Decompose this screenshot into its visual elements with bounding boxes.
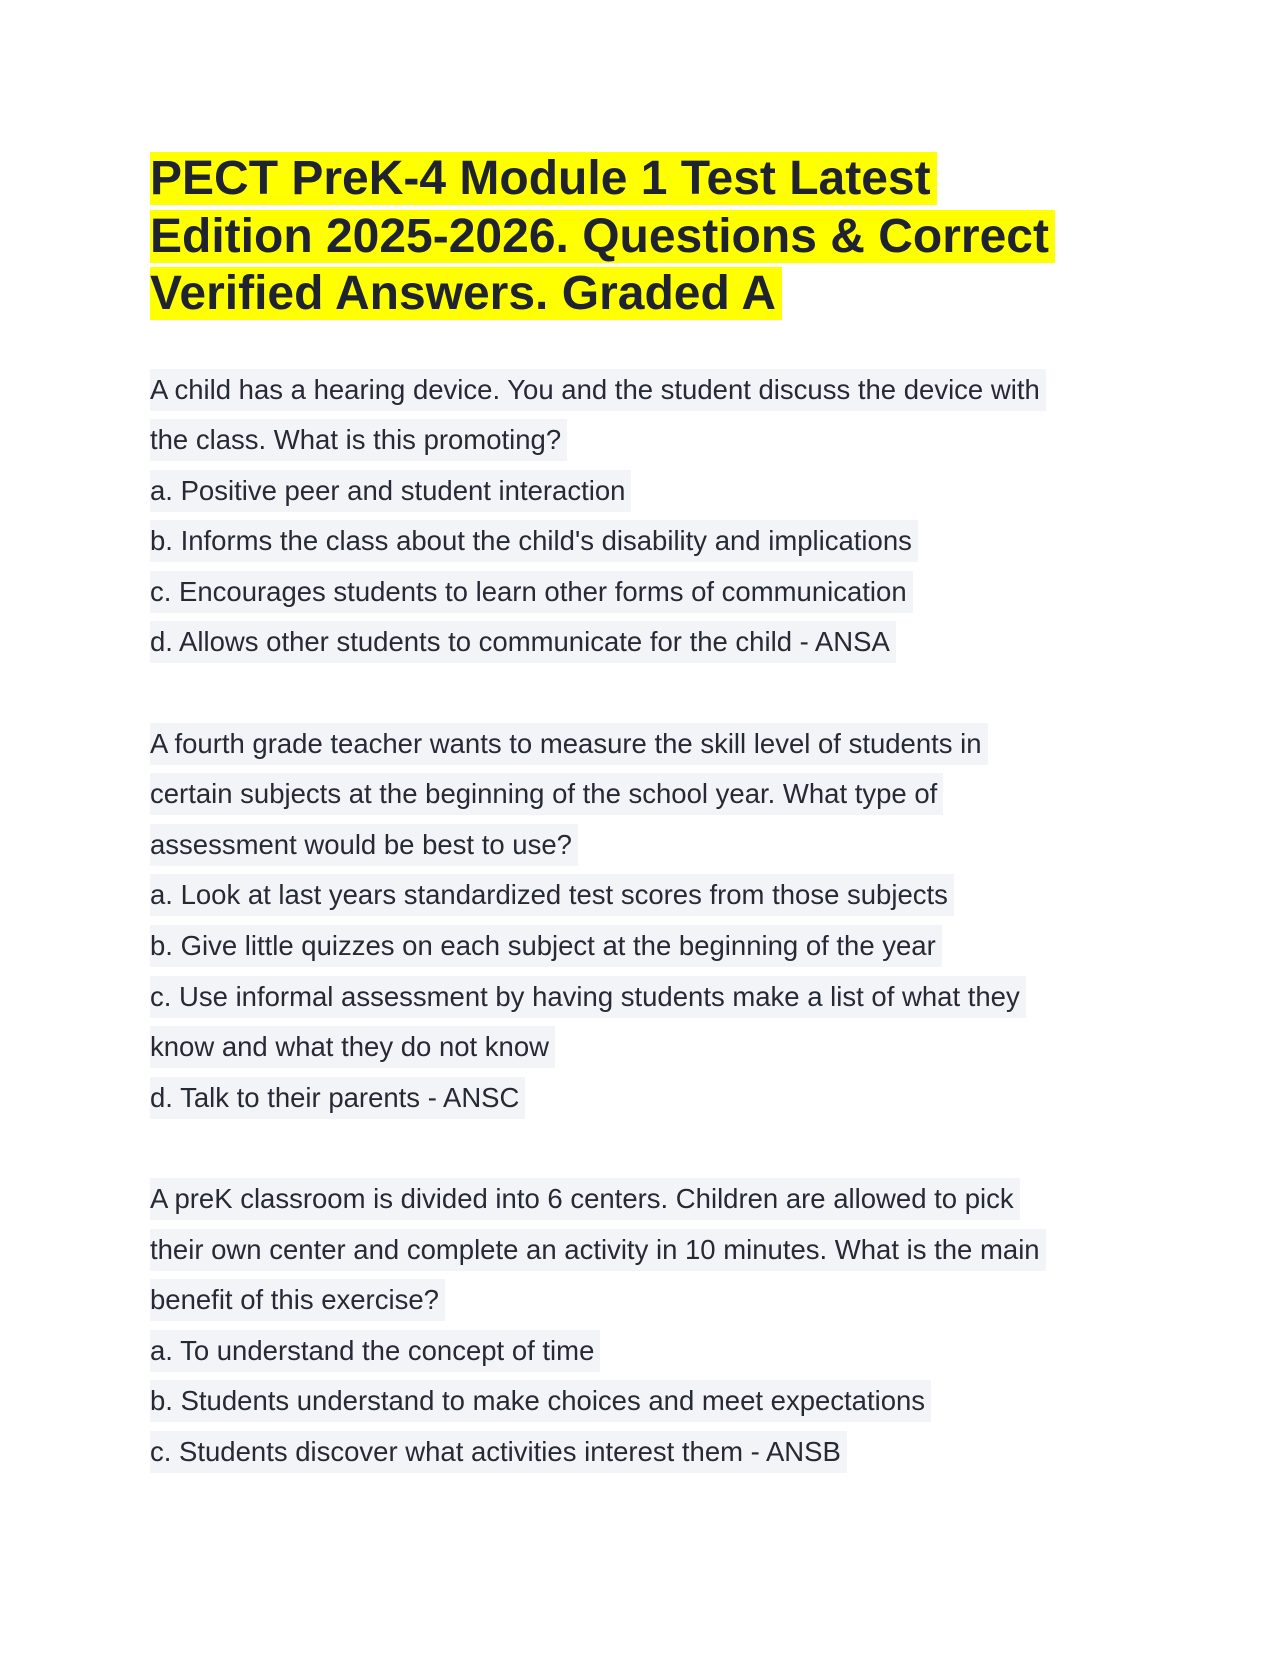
question-3-text-line-2: their own center and complete an activity in 10 minutes. What is the main bbox=[150, 1229, 1046, 1271]
option-line bbox=[150, 1326, 1130, 1377]
option-line bbox=[150, 870, 1130, 921]
title-line-1: PECT PreK-4 Module 1 Test Latest bbox=[150, 152, 931, 205]
question-3-option-c-answer: c. Students discover what activities interest them - ANSB bbox=[150, 1431, 847, 1473]
question-1-line bbox=[150, 365, 1130, 416]
question-2-option-a: a. Look at last years standardized test scores from those subjects bbox=[150, 874, 954, 916]
question-1 bbox=[150, 365, 1130, 669]
question-2-option-c-line-2: know and what they do not know bbox=[150, 1026, 555, 1068]
question-3-line bbox=[150, 1275, 1130, 1326]
document-title bbox=[150, 150, 1130, 323]
question-1-option-d-answer: d. Allows other students to communicate for the child - ANSA bbox=[150, 621, 896, 663]
question-1-line bbox=[150, 415, 1130, 466]
question-2-option-b: b. Give little quizzes on each subject at the beginning of the year bbox=[150, 925, 942, 967]
option-line bbox=[150, 921, 1130, 972]
question-1-text-line-2: the class. What is this promoting? bbox=[150, 419, 567, 461]
option-line bbox=[150, 972, 1130, 1023]
question-2-line bbox=[150, 769, 1130, 820]
question-2-line bbox=[150, 820, 1130, 871]
question-2-text-line-1: A fourth grade teacher wants to measure the skill level of students in bbox=[150, 723, 988, 765]
question-3-line bbox=[150, 1174, 1130, 1225]
question-2-option-c-line-1: c. Use informal assessment by having students make a list of what they bbox=[150, 976, 1026, 1018]
question-2 bbox=[150, 719, 1130, 1124]
option-line bbox=[150, 516, 1130, 567]
question-2-text-line-2: certain subjects at the beginning of the school year. What type of bbox=[150, 773, 943, 815]
question-2-line bbox=[150, 719, 1130, 770]
option-line bbox=[150, 466, 1130, 517]
question-3-text-line-3: benefit of this exercise? bbox=[150, 1279, 445, 1321]
question-2-text-line-3: assessment would be best to use? bbox=[150, 824, 578, 866]
question-3-line bbox=[150, 1225, 1130, 1276]
question-1-option-c: c. Encourages students to learn other forms of communication bbox=[150, 571, 913, 613]
option-line bbox=[150, 1073, 1130, 1124]
question-1-option-a: a. Positive peer and student interaction bbox=[150, 470, 631, 512]
question-3-option-a: a. To understand the concept of time bbox=[150, 1330, 600, 1372]
title-line-3: Verified Answers. Graded A bbox=[150, 267, 776, 320]
option-line bbox=[150, 1427, 1130, 1478]
question-3 bbox=[150, 1174, 1130, 1478]
question-2-option-d-answer: d. Talk to their parents - ANSC bbox=[150, 1077, 525, 1119]
question-3-option-b: b. Students understand to make choices and meet expectations bbox=[150, 1380, 931, 1422]
question-1-text-line-1: A child has a hearing device. You and the student discuss the device with bbox=[150, 369, 1046, 411]
option-line bbox=[150, 1022, 1130, 1073]
document-page bbox=[150, 150, 1130, 1528]
title-highlight bbox=[150, 152, 1055, 320]
question-1-option-b: b. Informs the class about the child's disability and implications bbox=[150, 520, 918, 562]
option-line bbox=[150, 1376, 1130, 1427]
title-line-2: Edition 2025-2026. Questions & Correct bbox=[150, 209, 1049, 263]
question-3-text-line-1: A preK classroom is divided into 6 centers. Children are allowed to pick bbox=[150, 1178, 1020, 1220]
option-line bbox=[150, 617, 1130, 668]
option-line bbox=[150, 567, 1130, 618]
